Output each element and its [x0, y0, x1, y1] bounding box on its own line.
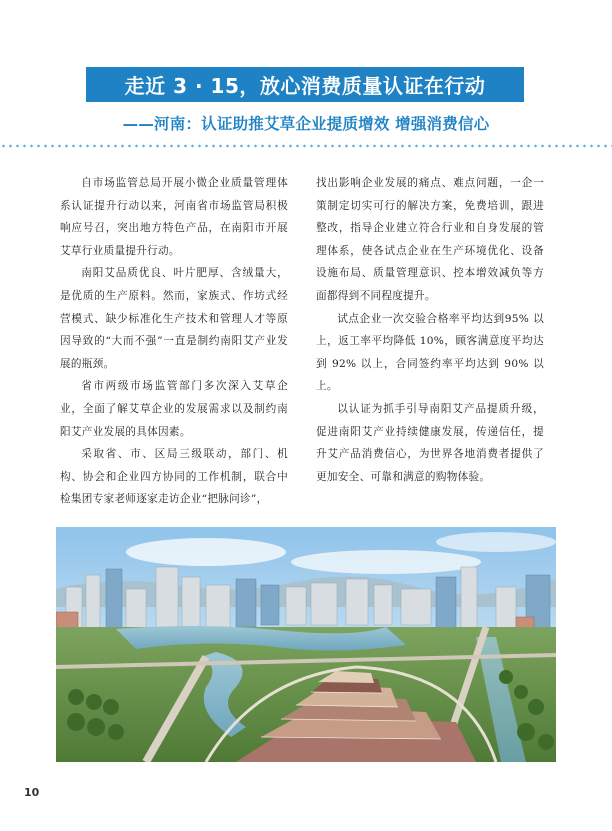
paragraph: 南阳艾品质优良、叶片肥厚、含绒量大，是优质的生产原料。然而，家族式、作坊式经营模式、缺少标准化生产技术和管理人才等原因导致的“大而不强”一直是制约南阳艾产业发展的瓶颈。 [60, 267, 288, 370]
dotted-divider [0, 144, 612, 148]
page-subtitle: ——河南：认证助推艾草企业提质增效 增强消费信心 [122, 115, 490, 133]
article-left-column [60, 172, 288, 511]
article-right-column [316, 172, 544, 488]
city-aerial-photo [56, 527, 556, 762]
paragraph: 试点企业一次交验合格率平均达到95% 以上，返工率平均降低 10%，顾客满意度平均达到 92% 以上，合同签约率平均达到 90% 以上。 [316, 312, 544, 393]
paragraph: 自市场监管总局开展小微企业质量管理体系认证提升行动以来，河南省市场监管局积极响应号召，突出地方特色产品，在南阳市开展艾草行业质量提升行动。 [60, 177, 288, 257]
paragraph-continuation: 找出影响企业发展的痛点、难点问题，一企一策制定切实可行的解决方案，免费培训，跟进整改，指导企业建立符合行业和自身发展的管理体系，使各试点企业在生产环境优化、设备设施布局、质量管理意识、控本增效减负等方面都得到不同程度提升。 [316, 177, 544, 302]
page-title: 走近 3 · 15，放心消费质量认证在行动 [86, 67, 524, 102]
paragraph: 以认证为抓手引导南阳艾产品提质升级，促进南阳艾产业持续健康发展，传递信任，提升艾产品消费信心，为世界各地消费者提供了更加安全、可靠和满意的购物体验。 [316, 402, 544, 483]
page-number: 10 [24, 786, 40, 799]
paragraph: 省市两级市场监管部门多次深入艾草企业，全面了解艾草企业的发展需求以及制约南阳艾产业发展的具体因素。 [60, 380, 288, 438]
paragraph: 采取省、市、区局三级联动，部门、机构、协会和企业四方协同的工作机制，联合中检集团专家老师逐家走访企业“把脉问诊”， [60, 448, 288, 506]
